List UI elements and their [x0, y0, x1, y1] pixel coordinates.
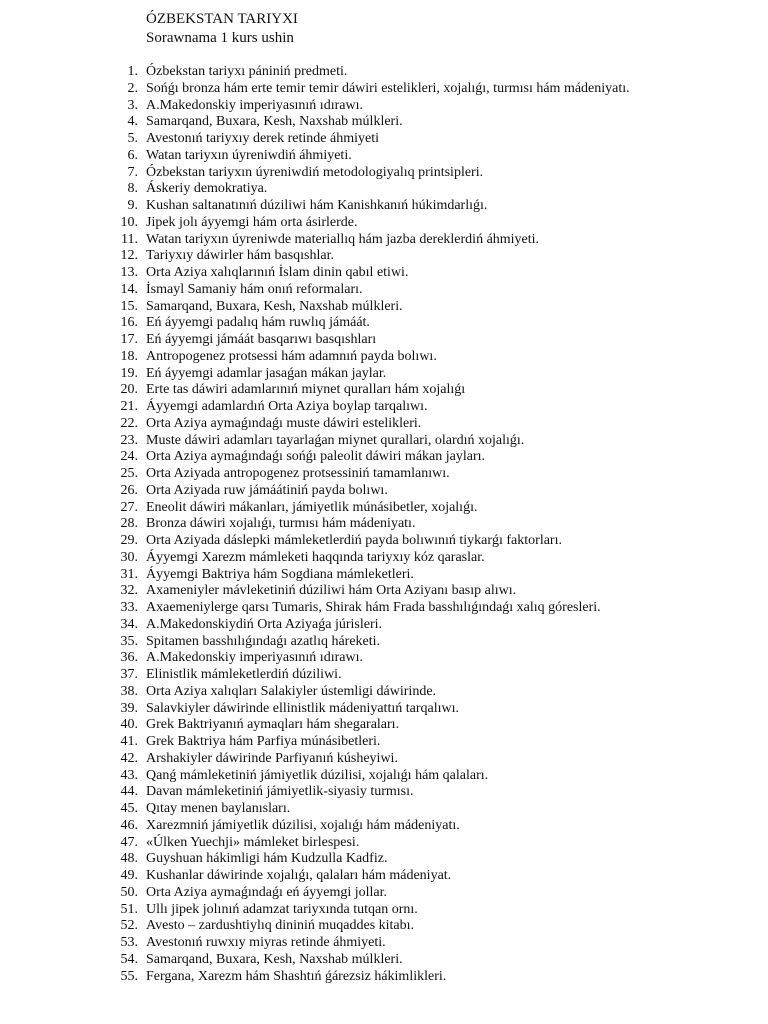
item-number: 13. [120, 265, 138, 280]
item-number: 43. [120, 767, 138, 783]
item-number: 22. [120, 415, 138, 431]
item-number: 29. [120, 533, 138, 548]
item-text: Samarqand, Buxara, Kesh, Naxshab múlkleri. [146, 298, 403, 314]
item-number: 52. [120, 918, 138, 934]
item-text: Davan mámleketiniń jámiyetlik-siyasiy turmısı. [146, 784, 414, 800]
item-number: 53. [120, 935, 138, 950]
item-text: Orta Aziya aymaǵındaǵı sońǵı paleolit dáwiri mákan jayları. [146, 449, 486, 465]
item-text: Samarqand, Buxara, Kesh, Naxshab múlkleri. [146, 951, 403, 967]
item-number: 7. [127, 164, 138, 180]
item-number: 28. [120, 516, 138, 532]
item-text: Qanǵ mámleketiniń jámiyetlik dúzilisi, xojalıǵı hám qalaları. [146, 767, 489, 783]
item-text: Salavkiyler dáwirinde ellinistlik mádeniyattıń tarqalıwı. [146, 700, 459, 716]
item-number: 26. [120, 482, 138, 498]
item-text: Ullı jipek jolınıń adamzat tariyxında tutqan ornı. [146, 901, 418, 917]
item-text: A.Makedonskiy imperiyasınıń ıdırawı. [146, 97, 363, 113]
item-number: 2. [127, 80, 138, 96]
item-text: Fergana, Xarezm hám Shashtıń ǵárezsiz hákimlikleri. [146, 968, 447, 984]
item-text: Tariyxıy dáwirler hám basqıshlar. [146, 248, 334, 264]
item-number: 19. [120, 365, 138, 381]
item-text: Bronza dáwiri xojalıǵı, turmısı hám mádeniyatı. [146, 516, 416, 532]
item-number: 47. [120, 834, 138, 850]
item-text: Antropogenez protsessi hám adamnıń payda bolıwı. [146, 348, 437, 364]
item-number: 10. [120, 214, 138, 230]
item-number: 14. [120, 281, 138, 297]
item-text: A.Makedonskiy imperiyasınıń ıdırawı. [146, 650, 363, 666]
item-text: Eń áyyemgi adamlar jasaǵan mákan jaylar. [146, 365, 387, 381]
item-number: 15. [120, 298, 138, 314]
item-number: 12. [120, 248, 138, 264]
item-number: 41. [120, 734, 138, 749]
item-text: Kushan saltanatınıń dúziliwi hám Kanishkanıń húkimdarlıǵı. [146, 198, 488, 213]
item-number: 25. [120, 466, 138, 481]
item-number: 32. [120, 583, 138, 599]
item-text: Eneolit dáwiri mákanları, jámiyetlik múnásibetler, xojalıǵı. [146, 499, 478, 515]
item-text: Orta Aziyada dáslepki mámleketlerdiń payda bolıwınıń tiykarǵı faktorları. [146, 533, 562, 548]
item-number: 23. [120, 432, 138, 448]
item-number: 21. [120, 399, 138, 414]
item-text: Avesto – zardushtiylıq dininiń muqaddes kitabı. [146, 918, 415, 934]
item-number: 31. [120, 566, 138, 582]
item-number: 8. [127, 181, 138, 197]
item-text: Grek Baktriyanıń aymaqları hám shegaraları. [146, 717, 400, 733]
item-text: Ózbekstan tariyxı pániniń predmeti. [146, 64, 348, 79]
item-number: 36. [120, 650, 138, 666]
item-text: Kushanlar dáwirinde xojalıǵı, qalaları hám mádeniyat. [146, 868, 452, 883]
item-number: 5. [127, 131, 138, 146]
item-text: Qıtay menen baylanısları. [146, 801, 291, 816]
item-number: 3. [127, 97, 138, 113]
item-text: Jipek jolı áyyemgi hám orta ásirlerde. [146, 214, 358, 230]
item-number: 1. [127, 64, 138, 79]
item-number: 39. [120, 700, 138, 716]
item-number: 38. [120, 683, 138, 699]
item-text: Xarezmniń jámiyetlik dúzilisi, xojalıǵı hám mádeniyatı. [146, 817, 460, 833]
item-number: 33. [120, 600, 138, 615]
item-text: Avestonıń tariyxıy derek retinde áhmiyeti [146, 131, 380, 146]
item-text: İsmayl Samaniy hám onıń reformaları. [146, 281, 363, 297]
item-text: Axaemeniylerge qarsı Tumaris, Shirak hám Frada basshılıǵındaǵı xalıq góresleri. [146, 600, 601, 615]
item-number: 20. [120, 382, 138, 398]
item-text: Orta Aziya xalıqları Salakiyler ústemligi dáwirinde. [146, 683, 437, 699]
item-text: Grek Baktriya hám Parfiya múnásibetleri. [146, 734, 381, 749]
item-text: «Úlken Yuechji» mámleket birlespesi. [146, 834, 360, 850]
item-number: 17. [120, 332, 138, 347]
item-text: Samarqand, Buxara, Kesh, Naxshab múlkleri. [146, 114, 403, 130]
item-number: 54. [120, 951, 138, 967]
item-text: Guyshuan hákimligi hám Kudzulla Kadfiz. [146, 851, 388, 867]
item-number: 35. [120, 633, 138, 649]
item-number: 30. [120, 549, 138, 565]
item-text: Orta Aziyada ruw jámáátiniń payda bolıwı. [146, 482, 388, 498]
item-text: Elinistlik mámleketlerdiń dúziliwi. [146, 667, 342, 682]
item-text: Watan tariyxın úyreniwde materiallıq hám jazba dereklerdiń áhmiyeti. [146, 231, 540, 247]
document-title: ÓZBEKSTAN TARIYXI [146, 11, 298, 27]
item-text: Arshakiyler dáwirinde Parfiyanıń kúsheyiwi. [146, 750, 398, 766]
item-number: 55. [120, 968, 138, 984]
item-number: 50. [120, 884, 138, 900]
item-text: Orta Aziya aymaǵındaǵı eń áyyemgi jollar. [146, 884, 388, 900]
item-number: 45. [120, 801, 138, 816]
item-number: 24. [120, 449, 138, 465]
item-number: 40. [120, 717, 138, 733]
item-number: 44. [120, 784, 138, 800]
document-header [146, 10, 298, 48]
item-text: Erte tas dáwiri adamlarınıń miynet quralları hám xojalıǵı [146, 382, 466, 398]
item-number: 42. [120, 750, 138, 766]
item-text: Eń áyyemgi jámáát basqarıwı basqıshları [146, 332, 377, 347]
document-subtitle: Sorawnama 1 kurs ushin [146, 30, 294, 46]
item-text: Sońǵı bronza hám erte temir temir dáwiri estelikleri, xojalıǵı, turmısı hám mádeniyatı. [146, 80, 630, 96]
item-number: 11. [121, 231, 138, 247]
item-number: 46. [120, 817, 138, 833]
item-number: 27. [120, 499, 138, 515]
item-number: 34. [120, 616, 138, 632]
item-text: Áskeriy demokratiya. [146, 181, 268, 197]
item-text: Spitamen basshılıǵındaǵı azatlıq háreketi. [146, 633, 381, 649]
item-number: 37. [120, 667, 138, 682]
item-number: 49. [120, 868, 138, 883]
item-text: Watan tariyxın úyreniwdiń áhmiyeti. [146, 147, 352, 163]
item-text: Eń áyyemgi padalıq hám ruwlıq jámáát. [146, 315, 370, 331]
item-text: Áyyemgi Xarezm mámleketi haqqında tariyxıy kóz qaraslar. [146, 549, 485, 565]
item-text: Avestonıń ruwxıy miyras retinde áhmiyeti. [146, 935, 386, 950]
item-number: 48. [120, 851, 138, 867]
item-text: Axameniyler mávleketiniń dúziliwi hám Orta Aziyanı basıp alıwı. [146, 583, 517, 599]
item-text: Áyyemgi adamlardıń Orta Aziya boylap tarqalıwı. [146, 399, 428, 414]
item-number: 4. [127, 114, 138, 130]
item-number: 51. [120, 901, 138, 917]
item-text: Ózbekstan tariyxın úyreniwdiń metodologiyalıq printsipleri. [146, 164, 484, 180]
item-text: Orta Aziya aymaǵındaǵı muste dáwiri estelikleri. [146, 415, 422, 431]
item-number: 16. [120, 315, 138, 331]
item-number: 6. [127, 147, 138, 163]
item-number: 9. [127, 198, 138, 213]
item-text: Orta Aziya xalıqlarınıń İslam dinin qabıl etiwi. [146, 265, 409, 280]
item-number: 18. [120, 348, 138, 364]
item-text: Áyyemgi Baktriya hám Sogdiana mámleketleri. [146, 566, 414, 582]
item-text: A.Makedonskiydiń Orta Aziyaǵa júrisleri. [146, 616, 383, 632]
item-text: Orta Aziyada antropogenez protsessiniń tamamlanıwı. [146, 466, 450, 481]
item-text: Muste dáwiri adamları tayarlaǵan miynet qurallari, olardıń xojalıǵı. [146, 432, 525, 448]
